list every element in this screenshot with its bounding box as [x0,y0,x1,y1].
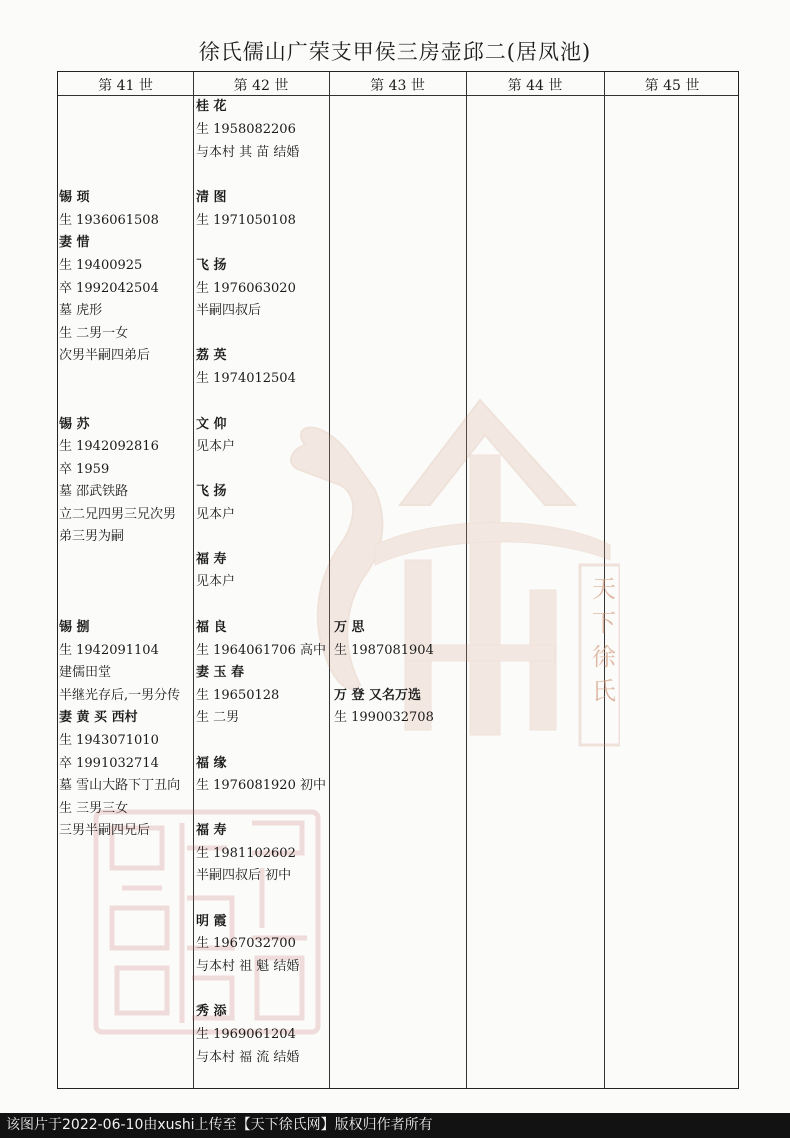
spouse-name: 妻 黄 买 西村 [59,710,138,725]
watermark-char: 徐 [592,643,616,671]
note-line: 次男半嗣四弟后 [59,348,151,363]
tomb-line: 墓 雪山大路下丁丑向 [59,778,181,793]
header-divider [58,95,738,96]
person-name: 飞 扬 [196,484,227,499]
page-title: 徐氏儒山广荣支甲侯三房壶邱二(居凤池) [198,40,592,64]
watermark-vertical-text [592,572,622,708]
xu-clan-logo-icon [280,395,620,755]
spouse-name: 妻 玉 春 [196,665,245,680]
death-line: 卒 1959 [59,462,110,477]
birth-line: 生 1958082206 [196,122,296,137]
copyright-footer: 该图片于2022-06-10由xushi上传至【天下徐氏网】版权归作者所有 [0,1113,790,1138]
watermark-char: 氏 [592,677,616,705]
marriage-line: 与本村 其 苗 结婚 [196,145,300,160]
spouse-name: 妻 惜 [59,235,90,250]
birth-line: 生 1969061204 [196,1027,296,1042]
note-line: 三男半嗣四兄后 [59,823,151,838]
birth-line: 生 1943071010 [59,733,159,748]
person-name: 清 图 [196,190,227,205]
birth-line: 生 1976081920 初中 [196,778,326,793]
marriage-line: 与本村 祖 魁 结婚 [196,959,300,974]
birth-line: 生 1974012504 [196,371,296,386]
note-line: 半嗣四叔后 [196,303,262,318]
birth-line: 生 1942092816 [59,439,159,454]
children-line: 生 二男一女 [59,326,129,341]
watermark-char: 下 [592,609,616,637]
generation-header-42: 第 42 世 [233,78,289,94]
birth-line: 生 1942091104 [59,643,159,658]
person-name: 锡 捌 [59,620,90,635]
tomb-line: 墓 邵武铁路 [59,484,129,499]
person-name: 荔 英 [196,348,227,363]
note-line: 立二兄四男三兄次男 [59,507,177,522]
note-line: 见本户 [196,574,236,589]
birth-line: 生 1964061706 高中 [196,643,326,658]
generation-header-45: 第 45 世 [644,78,700,94]
person-name: 锡 苏 [59,417,90,432]
person-name: 桂 花 [196,99,227,114]
person-name: 福 缘 [196,756,227,771]
note-line: 半嗣四叔后 初中 [196,868,292,883]
person-name: 飞 扬 [196,258,227,273]
note-line: 见本户 [196,507,236,522]
person-name: 福 良 [196,620,227,635]
birth-line: 生 1990032708 [334,710,434,725]
generation-header-43: 第 43 世 [370,78,425,94]
note-line: 弟三男为嗣 [59,529,125,544]
death-line: 卒 1992042504 [59,281,159,296]
note-line: 半继光存后,一男分传 [59,688,181,703]
birth-line: 生 1967032700 [196,936,296,951]
children-line: 生 二男 [196,710,240,725]
death-line: 卒 1991032714 [59,756,159,771]
note-line: 建儒田堂 [59,665,112,680]
birth-line: 生 1987081904 [334,643,434,658]
generation-header-41: 第 41 世 [98,78,153,94]
person-name: 福 寿 [196,823,227,838]
birth-line: 生 1981102602 [196,846,296,861]
note-line: 见本户 [196,439,236,454]
tomb-line: 墓 虎形 [59,303,103,318]
marriage-line: 与本村 福 流 结婚 [196,1050,300,1065]
person-name: 明 霞 [196,914,227,929]
birth-line: 生 1971050108 [196,213,296,228]
person-name: 福 寿 [196,552,227,567]
person-name: 文 仰 [196,417,227,432]
birth-line: 生 1976063020 [196,281,296,296]
birth-line: 生 1936061508 [59,213,159,228]
watermark-char: 天 [592,575,616,603]
children-line: 生 三男三女 [59,801,129,816]
birth-line: 生 19650128 [196,688,280,703]
generation-header-44: 第 44 世 [507,78,563,94]
birth-line: 生 19400925 [59,258,143,273]
person-name: 秀 添 [196,1004,227,1019]
person-name: 万 登 又名万选 [334,688,422,703]
person-name: 万 思 [334,620,365,635]
person-name: 锡 顼 [59,190,90,205]
